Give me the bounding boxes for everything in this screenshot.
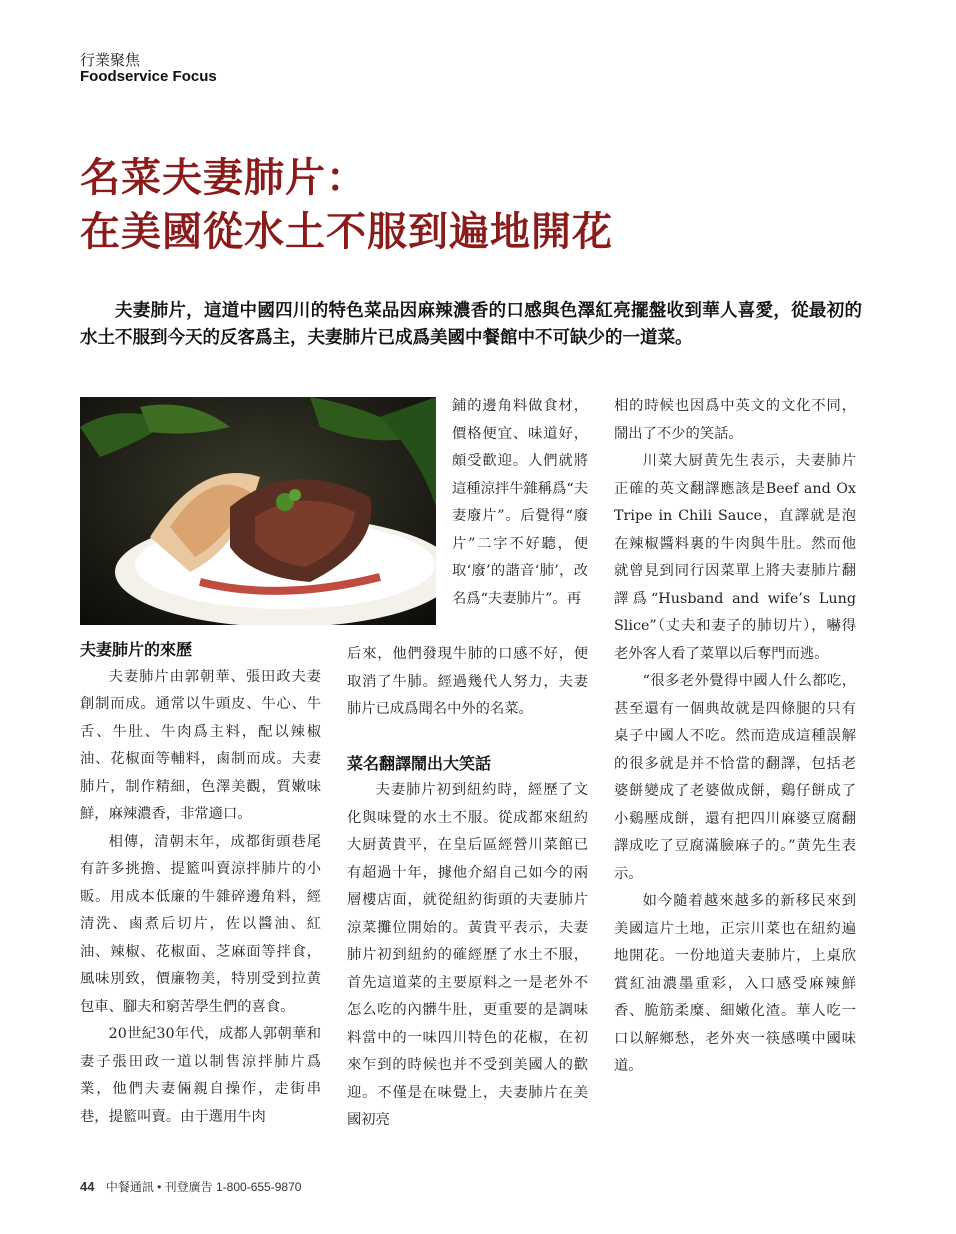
paragraph: 鋪的邊角料做食材，價格便宜、味道好，頗受歡迎。人們就將這種涼拌牛雜稱爲“夫妻廢片”。后覺得“廢片”二字不好聽，便取‘廢’的諧音‘肺’，改名爲“夫妻肺片”。再	[452, 398, 588, 607]
page-footer	[80, 1178, 301, 1195]
dish-photo-illustration	[80, 397, 436, 625]
section-label-cn: 行業聚焦	[80, 51, 141, 69]
article-title-line-2: 在美國從水土不服到遍地開花	[80, 208, 613, 255]
paragraph: 后來，他們發現牛肺的口感不好，便取消了牛肺。經過幾代人努力，夫妻肺片已成爲聞名中外的名菜。	[347, 646, 588, 717]
dish-photo	[80, 397, 436, 625]
column-3	[614, 393, 856, 1081]
article-lede: 夫妻肺片，這道中國四川的特色菜品因麻辣濃香的口感與色澤紅亮擺盤收到華人喜愛，從最初的水土不服到今天的反客爲主，夫妻肺片已成爲美國中餐館中不可缺少的一道菜。	[80, 301, 862, 348]
section-label-en: Foodservice Focus	[80, 68, 217, 85]
section-heading-origin: 夫妻肺片的來歷	[80, 640, 193, 659]
section-heading-translation: 菜名翻譯鬧出大笑話	[347, 753, 492, 773]
column-2	[347, 641, 588, 1135]
page-number: 44	[80, 1179, 95, 1194]
column-2-top	[452, 393, 588, 613]
paragraph: 夫妻肺片由郭朝華、張田政夫妻創制而成。通常以牛頭皮、牛心、牛舌、牛肚、牛肉爲主料，配以辣椒油、花椒面等輔料，鹵制而成。夫妻肺片，制作精細，色澤美觀，質嫩味鮮，麻辣濃香，非常適口。	[80, 668, 321, 822]
paragraph: 夫妻肺片初到紐約時，經歷了文化與味覺的水土不服。從成都來紐約大厨黃貴平，在皇后區經營川菜館已有超過十年，據他介紹自己如今的兩層樓店面，就從紐約街頭的夫妻肺片涼菜攤位開始的。黃貴平表示，夫妻肺片初到紐約的確經歷了水土不服，首先這道菜的主要原料之一是老外不怎么吃的內髒牛肚，更重要的是調味料當中的一味四川特色的花椒，在初來乍到的時候也并不受到美國人的歡迎。不僅是在味覺上，夫妻肺片在美國初亮	[347, 782, 588, 1128]
paragraph: “很多老外覺得中國人什么都吃，甚至還有一個典故就是四條腿的只有桌子中國人不吃。然而造成這種誤解的很多就是并不恰當的翻譯，包括老婆餅變成了老婆做成餅，鷄仔餅成了小鷄壓成餅，還有把四川麻婆豆腐翻譯成吃了豆腐滿臉麻子的。”黄先生表示。	[614, 673, 856, 882]
paragraph: 相傳，清朝末年，成都街頭巷尾有許多挑擔、提籃叫賣涼拌肺片的小販。用成本低廉的牛雜碎邊角料，經清洗、鹵煮后切片，佐以醬油、紅油、辣椒、花椒面、芝麻面等拌食，風味別致，價廉物美，特別受到拉黄包車、腳夫和窮苦學生們的喜食。	[80, 833, 321, 1015]
publication-info: 中餐通訊 • 刊登廣告 1-800-655-9870	[105, 1180, 302, 1194]
column-1	[80, 636, 321, 1131]
paragraph: 川菜大厨黄先生表示，夫妻肺片正確的英文翻譯應該是Beef and Ox Tripe in Chili Sauce，直譯就是泡在辣椒醬料裏的牛肉與牛肚。然而他就曾見到同行因菜單上將夫妻肺片翻譯爲“Husband and wife’s Lung Slice”（丈夫和妻子的肺切片），嚇得老外客人看了菜單以后奪門而逃。	[614, 453, 856, 662]
paragraph: 相的時候也因爲中英文的文化不同，鬧出了不少的笑話。	[614, 398, 856, 442]
paragraph: 如今隨着越來越多的新移民來到美國這片土地，正宗川菜也在紐約遍地開花。一份地道夫妻肺片，上桌欣賞紅油濃墨重彩，入口感受麻辣鮮香、脆筋柔糜、細嫩化渣。華人吃一口以解鄉愁，老外夾一筷感嘆中國味道。	[614, 893, 856, 1074]
paragraph: 20世紀30年代，成都人郭朝華和妻子張田政一道以制售涼拌肺片爲業，他們夫妻倆親自操作，走街串巷，提籃叫賣。由于選用牛肉	[80, 1026, 321, 1125]
article-title-line-1: 名菜夫妻肺片：	[80, 154, 367, 201]
